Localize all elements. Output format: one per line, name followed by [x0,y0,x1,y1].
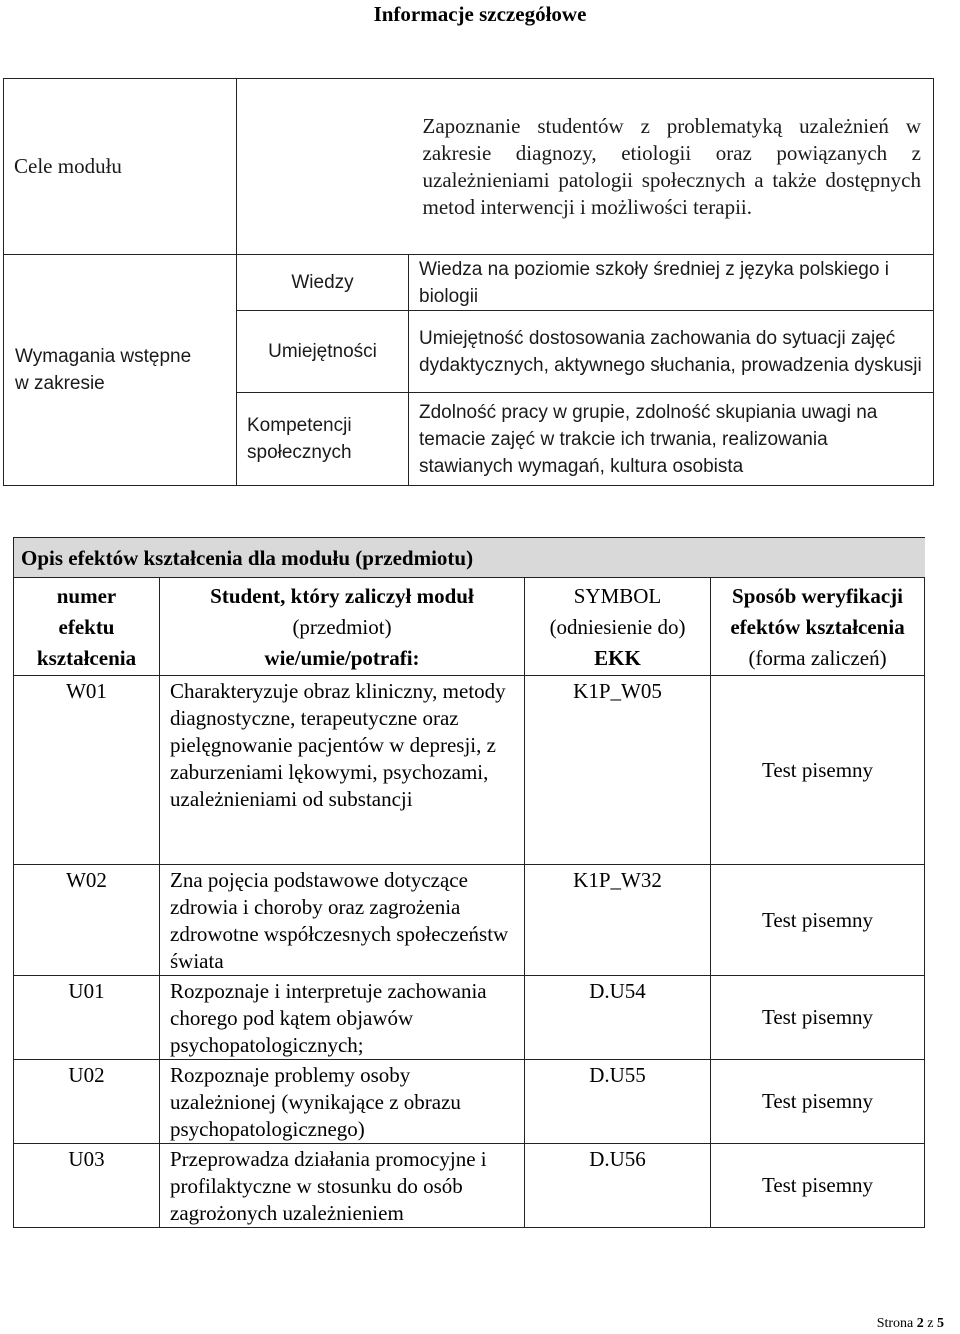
outcome-id: W02 [14,865,160,976]
header-student-line2: (przedmiot) [292,615,392,639]
header-verification-line2: efektów kształcenia [730,615,905,639]
outcome-symbol: D.U56 [525,1144,711,1228]
header-number [14,578,160,676]
req-desc-skills: Umiejętność dostosowania zachowania do sytuacji zajęć dydaktycznych, aktywnego słuchania, prowadzenia dyskusji [409,311,934,393]
outcome-symbol: K1P_W05 [525,676,711,865]
header-student-line1: Student, który zaliczył moduł [210,584,474,608]
requirements-label-line1: Wymagania wstępne [15,346,192,367]
header-verification [711,578,925,676]
outcome-verification: Test pisemny [711,1144,925,1228]
module-info-table [3,78,934,486]
outcome-symbol: D.U55 [525,1060,711,1144]
req-category-knowledge: Wiedzy [237,255,409,311]
page-title: Informacje szczegółowe [373,2,587,26]
req-row-knowledge [4,255,934,311]
outcome-verification: Test pisemny [711,676,925,865]
header-symbol-line3: EKK [594,646,641,670]
goals-spacer [237,79,409,255]
header-verification-line1: Sposób weryfikacji [732,584,903,608]
table-row [14,1060,925,1144]
outcome-symbol: K1P_W32 [525,865,711,976]
req-category-social: Kompetencji społecznych [237,393,409,486]
outcome-id: U01 [14,976,160,1060]
header-student [160,578,525,676]
header-symbol-line1: SYMBOL [573,584,662,608]
outcome-verification: Test pisemny [711,865,925,976]
page-footer [877,1316,944,1332]
outcome-verification: Test pisemny [711,976,925,1060]
outcome-text: Rozpoznaje problemy osoby uzależnionej (wynikające z obrazu psychopatologicznego) [160,1060,525,1144]
outcome-text: Charakteryzuje obraz kliniczny, metody diagnostyczne, terapeutyczne oraz pielęgnowanie pacjentów w depresji, z zaburzeniami lękowymi, psychozami, uzależnieniami od substancji [160,676,525,865]
outcome-id: W01 [14,676,160,865]
table-row [14,676,925,865]
table-row [14,976,925,1060]
goals-row [4,79,934,255]
header-student-line3: wie/umie/potrafi: [264,646,420,670]
outcome-text: Przeprowadza działania promocyjne i profilaktyczne w stosunku do osób zagrożonych uzależnieniem [160,1144,525,1228]
outcomes-caption: Opis efektów kształcenia dla modułu (przedmiotu) [14,538,925,578]
outcome-id: U03 [14,1144,160,1228]
requirements-label-line2: w zakresie [15,373,105,394]
req-category-skills: Umiejętności [237,311,409,393]
header-number-line2: efektu [58,615,115,639]
table-row [14,865,925,976]
header-symbol [525,578,711,676]
header-symbol-line2: (odniesienie do) [549,615,686,639]
goals-label: Cele modułu [4,79,237,255]
header-number-line3: kształcenia [36,646,137,670]
header-number-line1: numer [56,584,117,608]
outcome-text: Zna pojęcia podstawowe dotyczące zdrowia i choroby oraz zagrożenia zdrowotne współczesnych społeczeństw świata [160,865,525,976]
outcomes-header-row [14,578,925,676]
goals-text: Zapoznanie studentów z problematyką uzależnień w zakresie diagnozy, etiologii oraz powiązanych z uzależnieniami patologii społecznych a także dostępnych metod interwencji i możliwości terapii. [409,79,934,255]
footer-total-pages: 5 [937,1316,944,1331]
outcome-symbol: D.U54 [525,976,711,1060]
outcome-id: U02 [14,1060,160,1144]
outcomes-caption-row [14,538,925,578]
outcome-text: Rozpoznaje i interpretuje zachowania chorego pod kątem objawów psychopatologicznych; [160,976,525,1060]
requirements-label [4,255,237,486]
footer-current-page: 2 [916,1316,924,1331]
outcome-verification: Test pisemny [711,1060,925,1144]
req-desc-social: Zdolność pracy w grupie, zdolność skupiania uwagi na temacie zajęć w trakcie ich trwania, realizowania stawianych wymagań, kultura osobista [409,393,934,486]
req-desc-knowledge: Wiedza na poziomie szkoły średniej z języka polskiego i biologii [409,255,934,311]
footer-separator: z [923,1316,937,1331]
header-verification-line3: (forma zaliczeń) [748,646,887,670]
table-row [14,1144,925,1228]
footer-prefix: Strona [876,1316,917,1331]
outcomes-table [13,537,925,1228]
